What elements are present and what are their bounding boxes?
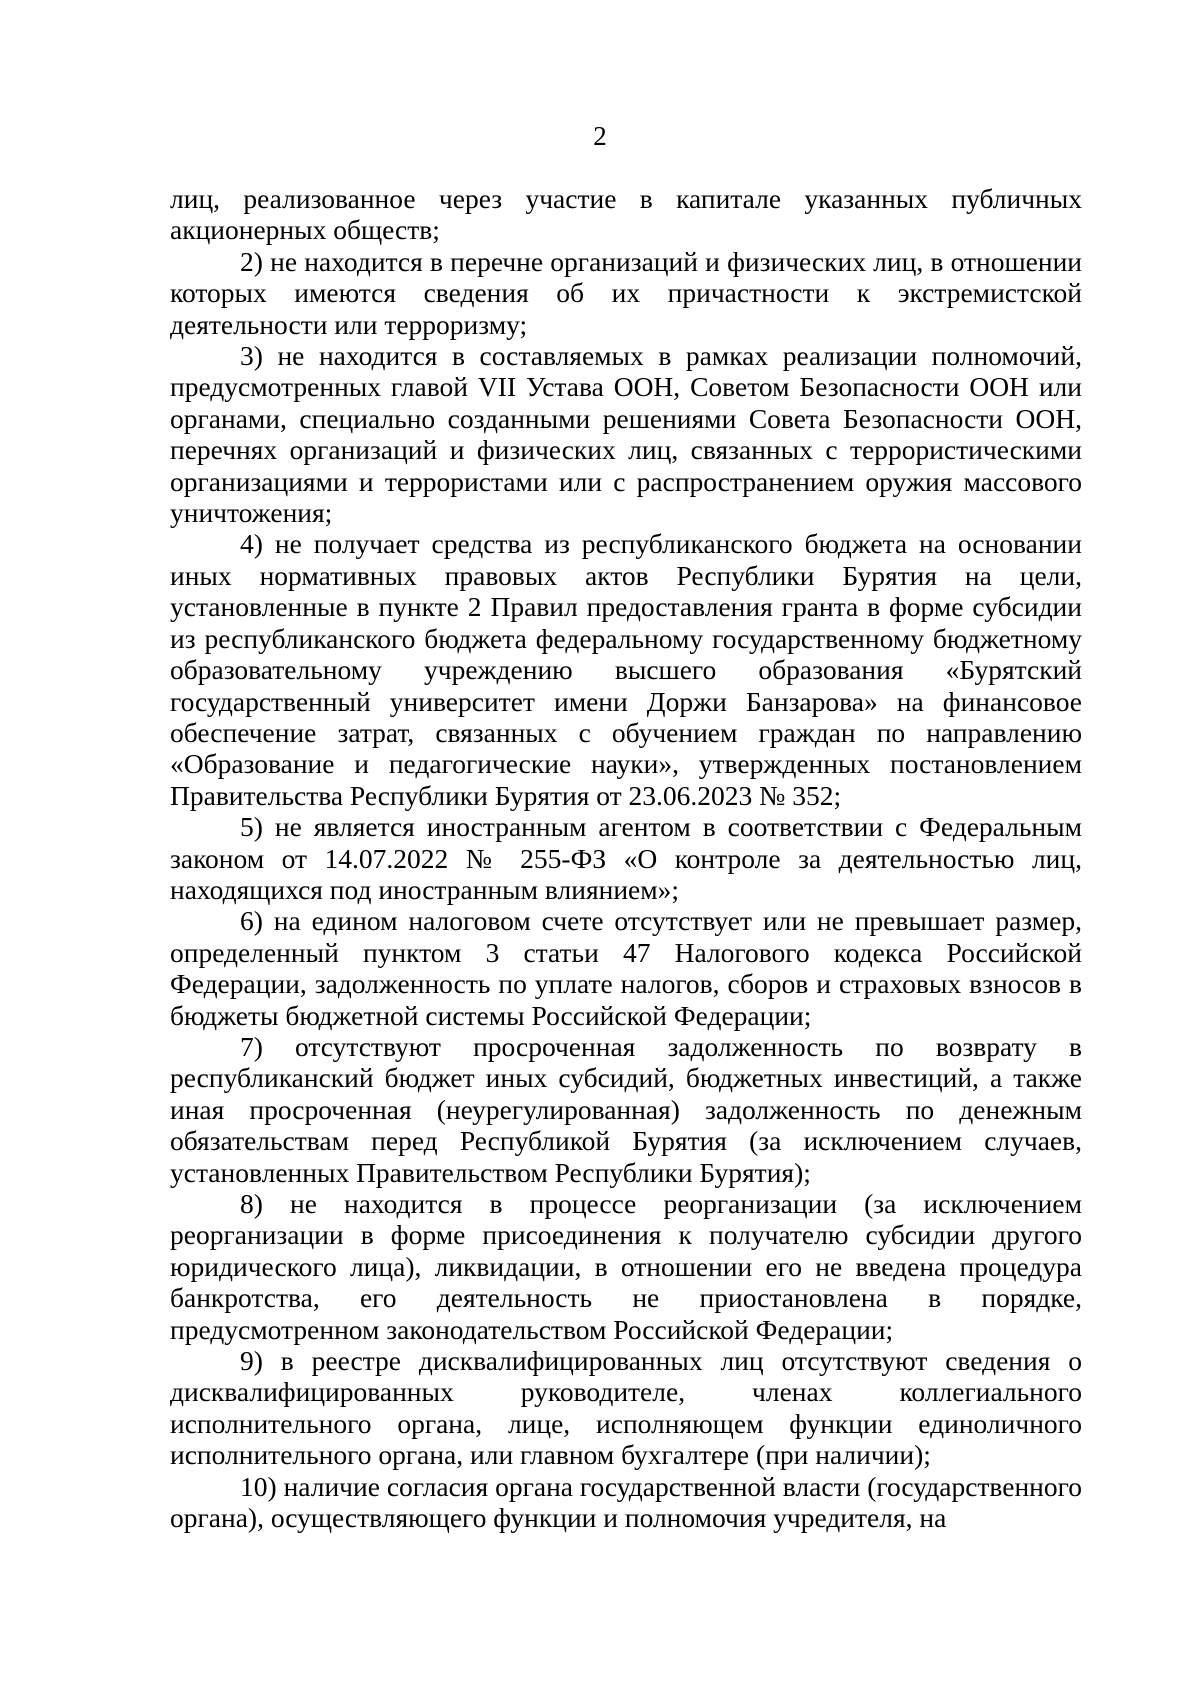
paragraph-item-7: 7) отсутствуют просроченная задолженность по возврату в республиканский бюджет иных субсидий, бюджетных инвестиций, а также иная просроченная (неурегулированная) задолженность по денежным обязательствам перед Республикой Бурятия (за исключением случаев, установленных Правительством Республики Бурятия);	[170, 1030, 1082, 1188]
paragraph-item-2: 2) не находится в перечне организаций и физических лиц, в отношении которых имеются сведения об их причастности к экстремистской деятельности или терроризму;	[170, 245, 1082, 340]
document-body	[170, 183, 1082, 1533]
paragraph-item-9: 9) в реестре дисквалифицированных лиц отсутствуют сведения о дисквалифицированных руководителе, членах коллегиального исполнительного органа, лице, исполняющем функции единоличного исполнительного органа, или главном бухгалтере (при наличии);	[170, 1345, 1082, 1471]
paragraph-item-8: 8) не находится в процессе реорганизации (за исключением реорганизации в форме присоединения к получателю субсидии другого юридического лица), ликвидации, в отношении его не введена процедура банкротства, его деятельность не приостановлена в порядке, предусмотренном законодательством Российской Федерации;	[170, 1188, 1082, 1345]
paragraph-continuation: лиц, реализованное через участие в капитале указанных публичных акционерных обществ;	[170, 183, 1082, 246]
paragraph-item-4: 4) не получает средства из республиканского бюджета на основании иных нормативных правовых актов Республики Бурятия на цели, установленные в пункте 2 Правил предоставления гранта в форме субсидии из республиканского бюджета федеральному государственному бюджетному образовательному учреждению высшего образования «Бурятский государственный университет имени Доржи Банзарова» на финансовое обеспечение затрат, связанных с обучением граждан по направлению «Образование и педагогические науки», утвержденных постановлением Правительства Республики Бурятия от 23.06.2023 № 352;	[170, 528, 1082, 811]
page-number: 2	[593, 121, 607, 151]
paragraph-item-10: 10) наличие согласия органа государственной власти (государственного органа), осуществляющего функции и полномочия учредителя, на	[170, 1470, 1082, 1534]
paragraph-item-5: 5) не является иностранным агентом в соответствии с Федеральным законом от 14.07.2022 № 255-ФЗ «О контроле за деятельностью лиц, находящихся под иностранным влиянием»;	[170, 811, 1082, 905]
paragraph-item-6: 6) на едином налоговом счете отсутствует или не превышает размер, определенный пунктом 3 статьи 47 Налогового кодекса Российской Федерации, задолженность по уплате налогов, сборов и страховых взносов в бюджеты бюджетной системы Российской Федерации;	[170, 905, 1082, 1031]
paragraph-item-3: 3) не находится в составляемых в рамках реализации полномочий, предусмотренных главой VII Устава ООН, Советом Безопасности ООН или органами, специально созданными решениями Совета Безопасности ООН, перечнях организаций и физических лиц, связанных с террористическими организациями и террористами или с распространением оружия массового уничтожения;	[170, 340, 1082, 529]
